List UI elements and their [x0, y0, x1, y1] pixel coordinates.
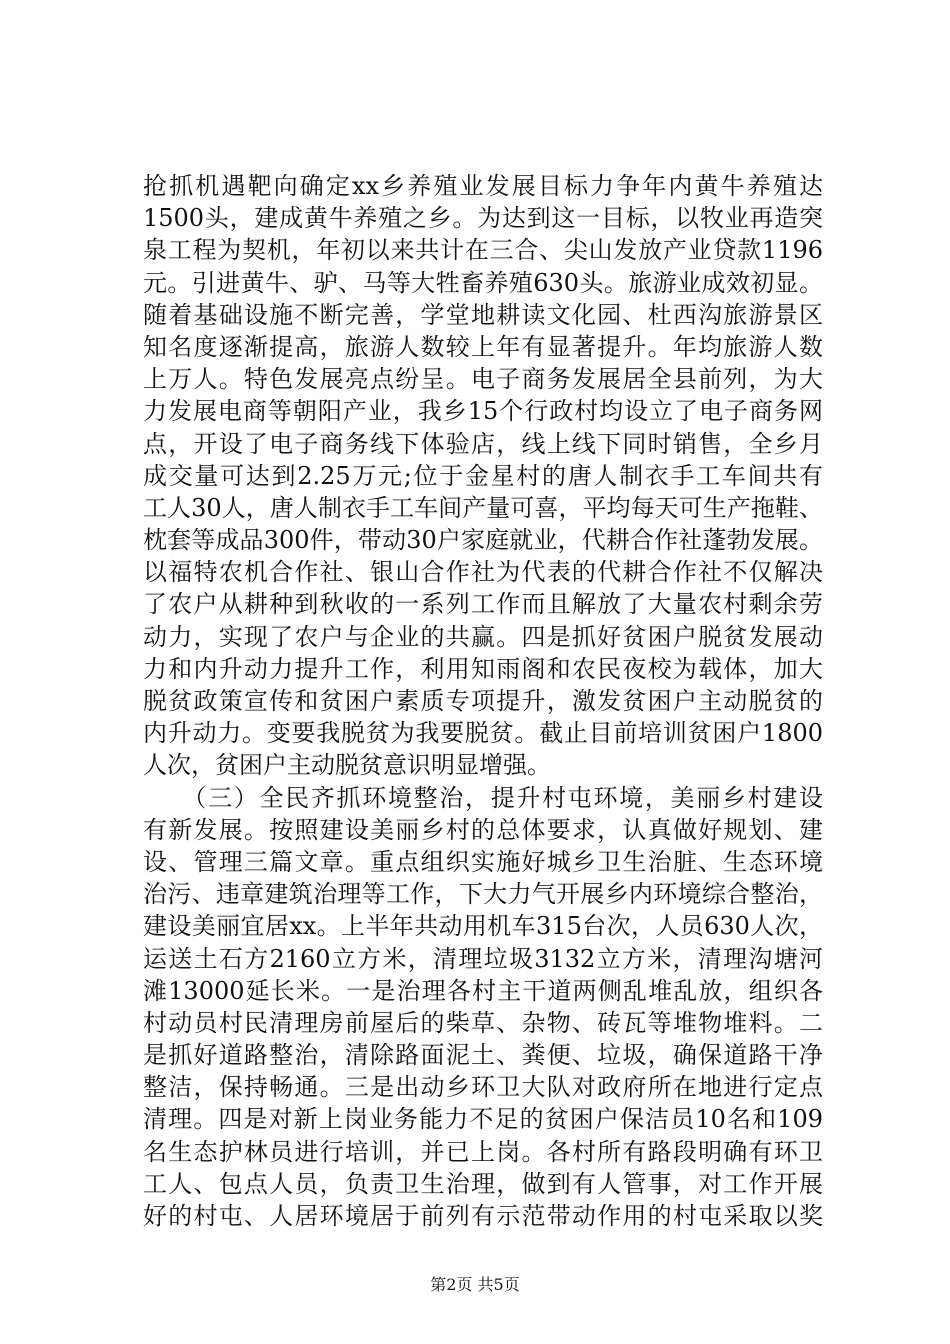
text-line: 力和内升动力提升工作，利用知雨阁和农民夜校为载体，加大	[143, 654, 823, 683]
text-line: 脱贫政策宣传和贫困户素质专项提升，激发贫困户主动脱贫的	[143, 687, 823, 715]
text-line: 成交量可达到2.25万元;位于金星村的唐人制衣手工车间共有	[143, 461, 823, 490]
text-line: 枕套等成品300件，带动30户家庭就业，代耕合作社蓬勃发展。	[143, 526, 823, 555]
text-line: 建设美丽宜居xx。上半年共动用机车315台次，人员630人次，	[143, 912, 823, 941]
text-line: 以福特农机合作社、银山合作社为代表的代耕合作社不仅解决	[143, 558, 823, 587]
text-line: 内升动力。变要我脱贫为我要脱贫。截止目前培训贫困户1800	[143, 719, 823, 748]
text-line: 力发展电商等朝阳产业，我乡15个行政村均设立了电子商务网	[143, 397, 823, 426]
text-line: 随着基础设施不断完善，学堂地耕读文化园、杜西沟旅游景区	[143, 300, 823, 329]
text-line: 治污、违章建筑治理等工作，下大力气开展乡内环境综合整治，	[143, 880, 823, 909]
text-line: 运送土石方2160立方米，清理垃圾3132立方米，清理沟塘河	[143, 944, 823, 973]
text-line: 抢抓机遇靶向确定xx乡养殖业发展目标力争年内黄牛养殖达	[143, 172, 823, 200]
text-line: 泉工程为契机，年初以来共计在三合、尖山发放产业贷款1196	[143, 236, 823, 265]
text-line: 有新发展。按照建设美丽乡村的总体要求，认真做好规划、建	[143, 815, 823, 844]
text-line: 整洁，保持畅通。三是出动乡环卫大队对政府所在地进行定点	[143, 1073, 823, 1102]
page-footer: 第2页 共5页	[430, 1275, 520, 1294]
text-line: 点，开设了电子商务线下体验店，线上线下同时销售，全乡月	[143, 429, 823, 458]
text-line: 工人30人，唐人制衣手工车间产量可喜，平均每天可生产拖鞋、	[143, 493, 823, 522]
section-heading-line: （三）全民齐抓环境整治，提升村屯环境，美丽乡村建设	[143, 783, 823, 812]
text-line: 动力，实现了农户与企业的共赢。四是抓好贫困户脱贫发展动	[143, 622, 823, 651]
text-line: 元。引进黄牛、驴、马等大牲畜养殖630头。旅游业成效初显。	[143, 268, 823, 297]
text-line: 滩13000延长米。一是治理各村主干道两侧乱堆乱放，组织各	[143, 976, 823, 1005]
text-line: 知名度逐渐提高，旅游人数较上年有显著提升。年均旅游人数	[143, 332, 823, 361]
body-text	[143, 170, 823, 1232]
text-line: 了农户从耕种到秋收的一系列工作而且解放了大量农村剩余劳	[143, 590, 823, 619]
text-line: 好的村屯、人居环境居于前列有示范带动作用的村屯采取以奖	[143, 1202, 823, 1230]
text-line: 设、管理三篇文章。重点组织实施好城乡卫生治脏、生态环境	[143, 847, 823, 876]
text-line: 村动员村民清理房前屋后的柴草、杂物、砖瓦等堆物堆料。二	[143, 1008, 823, 1037]
text-line: 1500头，建成黄牛养殖之乡。为达到这一目标，以牧业再造突	[143, 204, 823, 233]
text-line: 工人、包点人员，负责卫生治理，做到有人管事，对工作开展	[143, 1169, 823, 1198]
text-line: 名生态护林员进行培训，并已上岗。各村所有路段明确有环卫	[143, 1137, 823, 1166]
text-line: 上万人。特色发展亮点纷呈。电子商务发展居全县前列，为大	[143, 365, 823, 394]
text-line: 是抓好道路整治，清除路面泥土、粪便、垃圾，确保道路干净	[143, 1041, 823, 1070]
text-line: 人次，贫困户主动脱贫意识明显增强。	[143, 751, 551, 780]
text-line: 清理。四是对新上岗业务能力不足的贫困户保洁员10名和109	[143, 1105, 823, 1134]
